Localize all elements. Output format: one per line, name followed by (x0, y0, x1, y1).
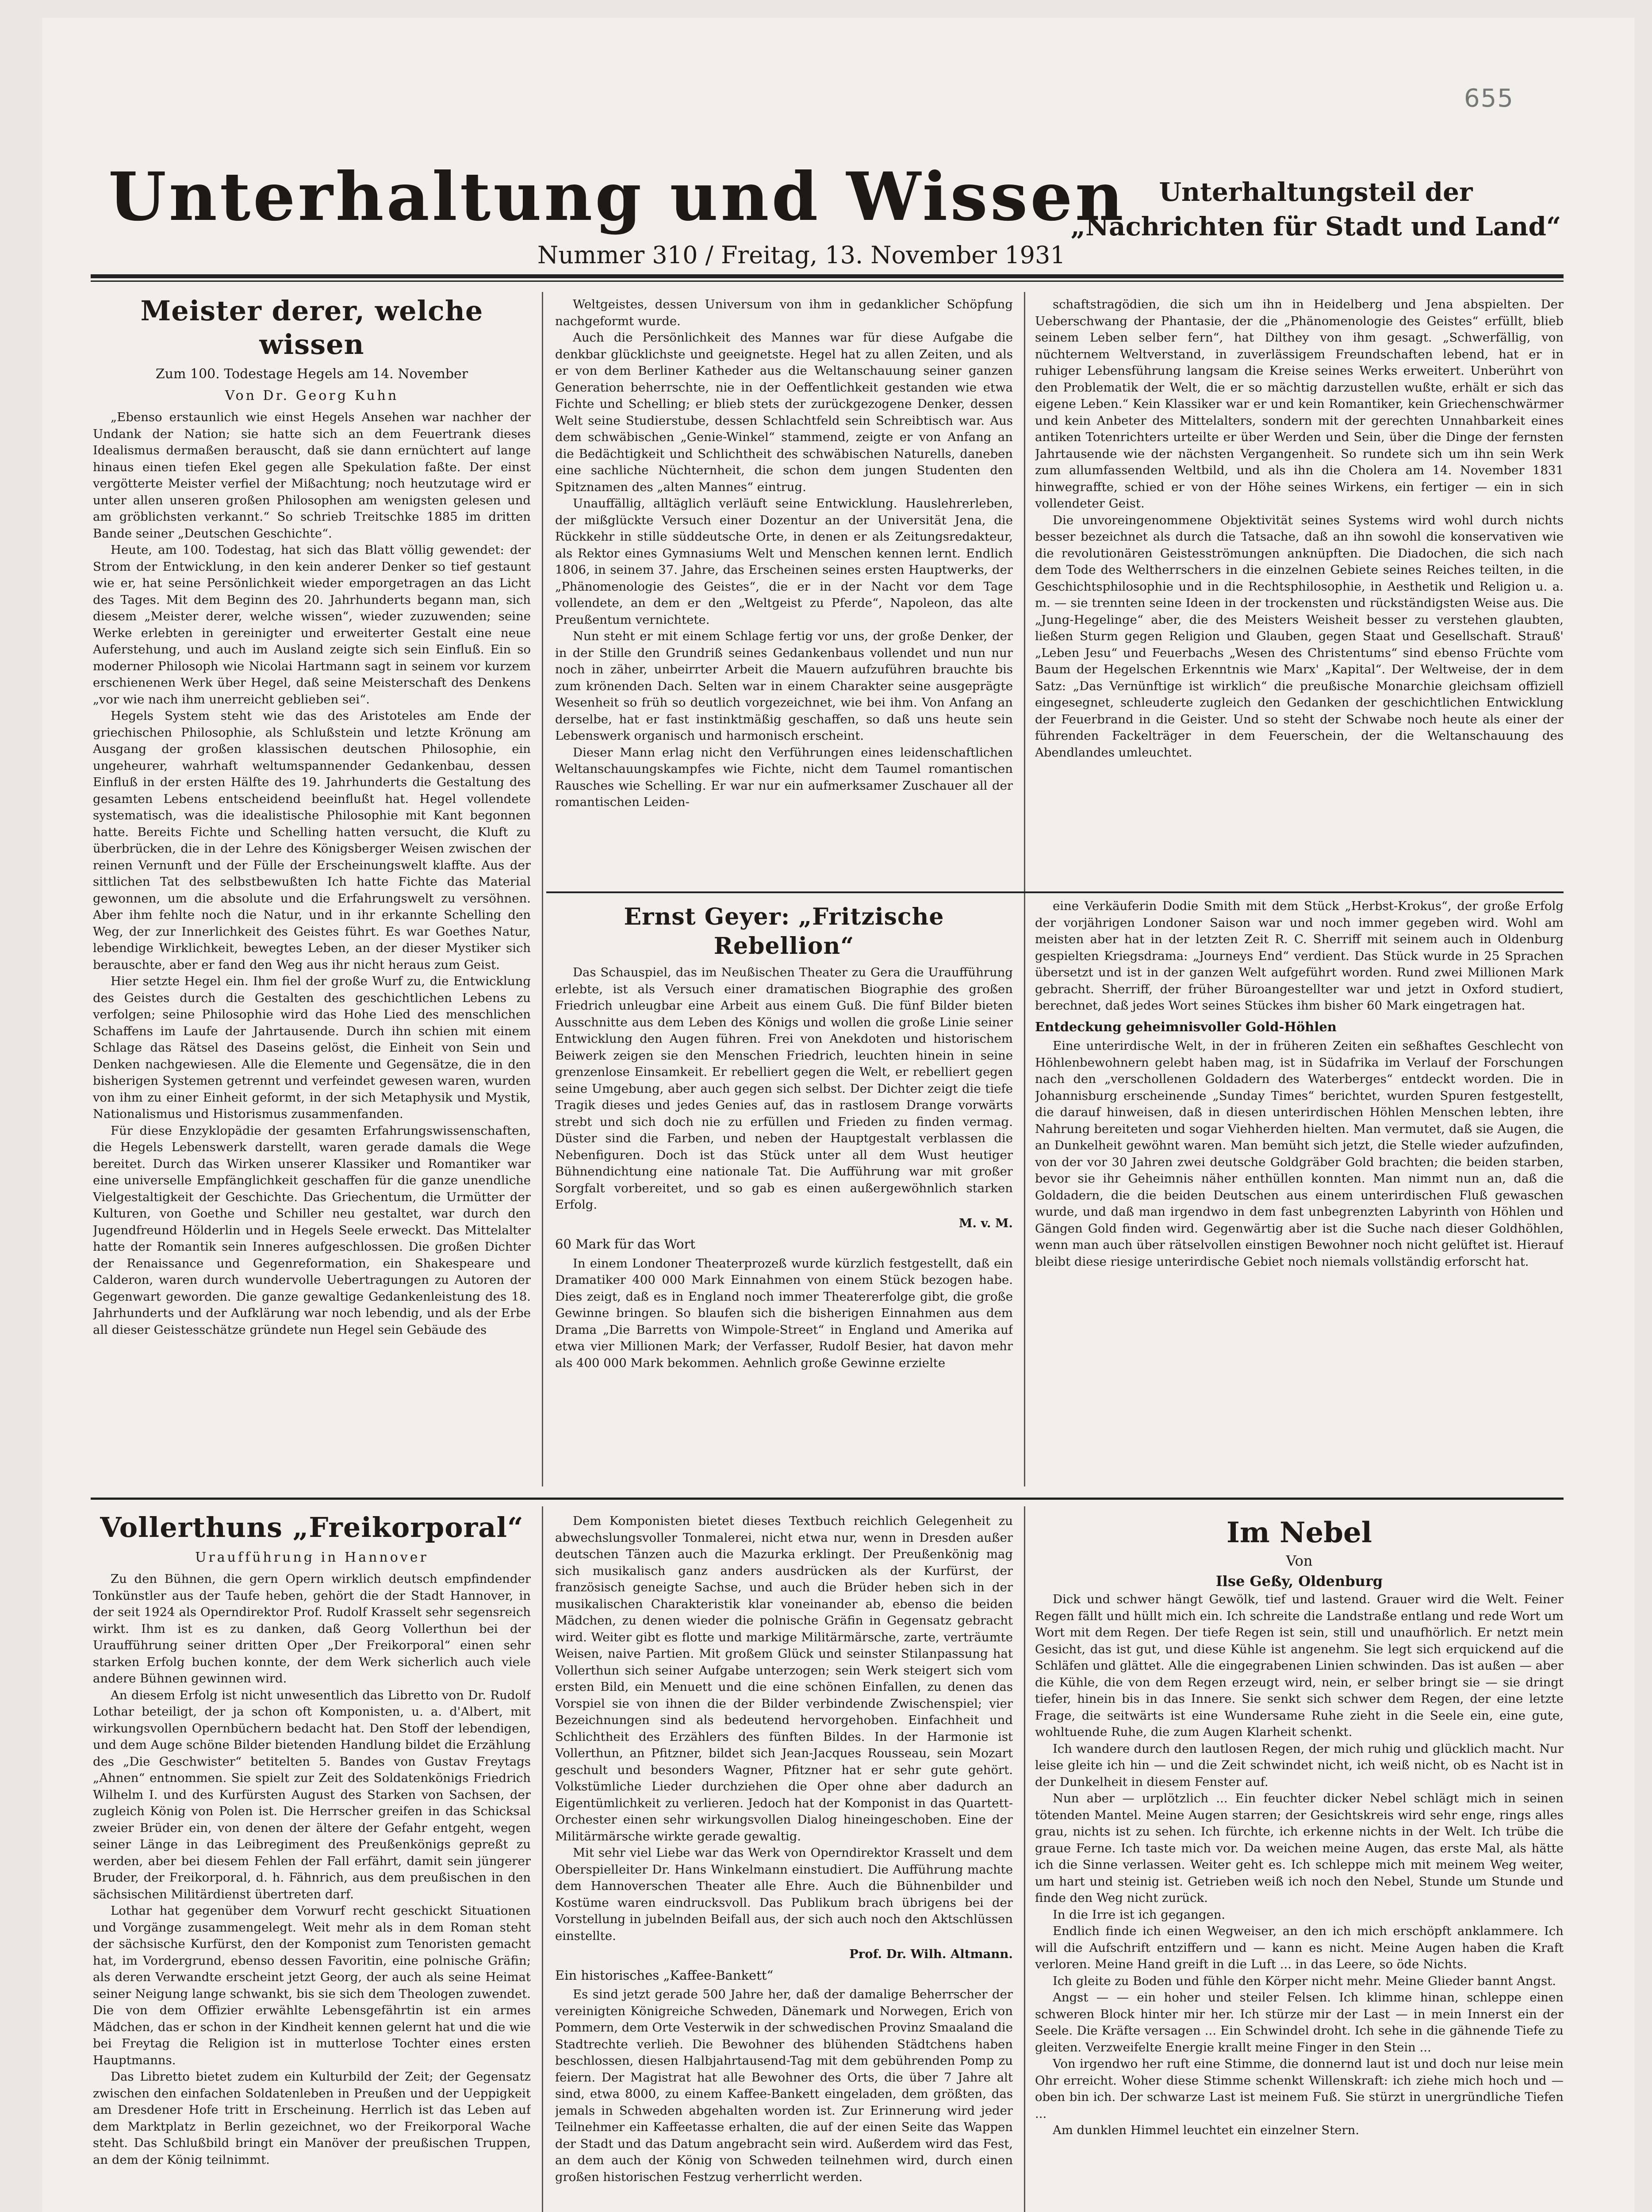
section-rule (546, 891, 1564, 893)
hegel-headline: Meister derer, welche wissen (140, 295, 483, 361)
paragraph: Hegels System steht wie das des Aristoteles am Ende der griechischen Philosophie, als Schlußstein und letzte Krönung am Ausgang der großen klassischen deutschen Philosophie, ein ungeheurer, wahrhaft weltumspannender Gedankenbau, dessen Einfluß in der ersten Hälfte des 19. Jahrhunderts die Gestaltung des gesamten Lebens entscheidend beeinflußt hat. Hegel vollendete systematisch, was die idealistische Philosophie mit Kant begonnen hatte. Bereits Fichte und Schelling hatten versucht, die Kluft zu überbrücken, die in der Lehre des Königsberger Weisen zwischen der reinen Vernunft und der Fülle der Erscheinungswelt klaffte. Aus der sittlichen Tat des selbstbewußten Ich hatte Fichte das Material gewonnen, um die absolute und die Erfahrungswelt zu versöhnen. Aber ihm fehlte noch die Natur, und in ihr erkannte Schelling den Weg, der zur Innerlichkeit des Geistes führt. Es war Goethes Natur, lebendige Wirklichkeit, bewegtes Leben, an der dieser Mystiker sich berauschte, aber er fand den Weg aus ihr nicht heraus zum Geist. (93, 709, 531, 972)
column-rule (542, 1506, 543, 2212)
paragraph: Weltgeistes, dessen Universum von ihm in gedanklicher Schöpfung nachgeformt wurde. (555, 297, 1013, 328)
masthead-subtitle (1055, 175, 1577, 244)
paragraph: Am dunklen Himmel leuchtet ein einzelner Stern. (1053, 2123, 1360, 2137)
article-hegel-col1 (93, 294, 531, 1489)
paragraph: „Ebenso erstaunlich wie einst Hegels Ansehen war nachher der Undank der Nation; sie hatte sich an dem Feuertrank dieses Idealismus dermaßen berauscht, daß sie dann ernüchtert auf lange hinaus einen tiefen Ekel gegen alle Spekulation faßte. Der einst vergötterte Meister verfiel der Mißachtung; noch heutzutage wird er unter allen unseren großen Philosophen am wenigsten gelesen und am gröblichsten verkannt.“ So schrieb Treitschke 1885 im dritten Bande seiner „Deutschen Geschichte“. (93, 410, 531, 541)
paragraph: Dick und schwer hängt Gewölk, tief und lastend. Grauer wird die Welt. Feiner Regen fällt und hüllt mich ein. Ich schreite die Landstraße entlang und rede Wort um Wort mit dem Regen. Der tiefe Regen ist sein, still und unaufhörlich. Er netzt mein Gesicht, das ist gut, und diese Kühle ist angenehm. Sie legt sich erquickend auf die Schläfen und glättet. Alle die eingegrabenen Linien schwinden. Das ist außen — aber die Kühle, die von dem Regen erzeugt wird, nein, er selber bringt sie — sie dringt tiefer, hinein bis in das Innere. Sie senkt sich schwer dem Regen, der eine letzte Frage, die seitwärts ist eine Wundersame Ruhe zieht in die Seele ein, eine gute, wohltuende Ruhe, die zum Augen Klarheit schenkt. (1035, 1592, 1564, 1739)
paragraph: Heute, am 100. Todestag, hat sich das Blatt völlig gewendet: der Strom der Entwicklung, in den kein anderer Denker so tief gestaunt wie er, hat seine Persönlichkeit wieder emporgetragen an das Licht des Tages. Mit dem Beginn des 20. Jahrhunderts begann man, sich diesem „Meister derer, welche wissen“, wieder zuzuwenden; seine Werke erlebten in gereinigter und erweiterter Gestalt eine neue Auferstehung, und auch im Ausland zeigte sich sein Einfluß. Ein so moderner Philosoph wie Nicolai Hartmann sagt in seinem vor kurzem erschienenen Werk über Hegel, daß seine Meisterschaft des Denkens „vor wie nach ihm unerreicht geblieben sei“. (93, 543, 531, 707)
paragraph: eine Verkäuferin Dodie Smith mit dem Stück „Herbst-Krokus“, der große Erfolg der vorjährigen Londoner Saison war und noch immer gegeben wird. Wohl am meisten aber hat in der letzten Zeit R. C. Sherriff mit seinem auch in Oldenburg gespielten Kriegsdrama: „Journeys End“ verdient. Das Stück wurde in 25 Sprachen übersetzt und ist in der ganzen Welt aufgeführt worden. Rund zwei Millionen Mark gebracht. Sherriff, der früher Büroangestellter war und jetzt in Oxford studiert, berechnet, daß jedes Wort seines Stückes ihm bisher 60 Mark eingetragen hat. (1035, 899, 1564, 1013)
opera-signature: Prof. Dr. Wilh. Altmann. (849, 1947, 1013, 1961)
opera-headline: Vollerthuns „Freikorporal“ (100, 1511, 524, 1544)
masthead-subtitle-line1: Unterhaltungsteil der (1159, 177, 1473, 207)
paragraph: Das Libretto bietet zudem ein Kulturbild der Zeit; der Gegensatz zwischen den einfachen Soldatenleben in Preußen und der Ueppigkeit am Dresdener Hofe tritt in Erscheinung. Herrlich ist das Leben auf dem Marktplatz in Berlin gezeichnet, wo der Freikorporal Wache steht. Das Schlußbild bringt ein Manöver der preußischen Truppen, an dem der König teilnimmt. (93, 2070, 531, 2167)
paragraph: Es sind jetzt gerade 500 Jahre her, daß der damalige Beherrscher der vereinigten Königreiche Schweden, Dänemark und Norwegen, Erich von Pommern, dem Orte Vesterwik in der schwedischen Provinz Smaaland die Stadtrechte verlieh. Die Bewohner des blühenden Städtchens haben beschlossen, diesen Halbjahrtausend-Tag mit dem gebührenden Pomp zu feiern. Der Magistrat hat alle Bewohner des Orts, die über 7 Jahre alt sind, etwa 8000, zu einem Kaffee-Bankett eingeladen, dem größten, das jemals in Schweden abgehalten worden ist. Zur Erinnerung wird jeder Teilnehmer ein Kaffeetasse erhalten, die auf der einen Seite das Wappen der Stadt und das Datum angebracht sein wird. Außerdem wird das Fest, an dem auch der König von Schweden teilnehmen wird, durch einen großen historischen Festzug verherrlicht werden. (555, 1987, 1013, 2184)
paragraph: Dieser Mann erlag nicht den Verführungen eines leidenschaftlichen Weltanschauungskampfes wie Fichte, nicht dem Taumel romantischen Rausches wie Schelling. Er war nur ein aufmerksamer Zuschauer all der romantischen Leiden- (555, 745, 1013, 809)
column-rule (1024, 1506, 1025, 2212)
masthead-subtitle-line2: „Nachrichten für Stadt und Land“ (1070, 211, 1561, 242)
nebel-headline: Im Nebel (1227, 1516, 1372, 1549)
article-opera-col1 (93, 1511, 531, 2212)
paragraph: Ich wandere durch den lautlosen Regen, der mich ruhig und glücklich macht. Nur leise gleite ich hin — und die Zeit schwindet nicht, ich weiß nicht, ob es Nacht ist in der Dunkelheit in diesem Fenster auf. (1035, 1741, 1564, 1789)
paragraph: Die unvoreingenommene Objektivität seines Systems wird wohl durch nichts besser bezeichnet als durch die Tatsache, daß an ihn sowohl die konservativen wie die revolutionären Geistesströmungen anknüpften. Die Diadochen, die sich nach dem Tode des Weltherrschers in die einzelnen Gebiete seines Reiches teilten, in die Geschichtsphilosophie und in die Rechtsphilosophie, in Aesthetik und Religion u. a. m. — sie trennten seine Ideen in der trockensten und rückständigsten Weise aus. Die „Jung-Hegelinge“ aber, die des Meisters Weisheit besser zu verstehen glaubten, ließen Sturm gegen Religion und Glauben, gegen Staat und Gesellschaft. Strauß' „Leben Jesu“ und Feuerbachs „Wesen des Christentums“ sind ebenso Früchte vom Baum der Hegelschen Erkenntnis wie Marx' „Kapital“. Der Weltweise, der in dem Satz: „Das Vernünftige ist wirklich“ die preußische Monarchie gleichsam offiziell eingesegnet, schleuderte zugleich den Gedanken der geschichtlichen Entwicklung der Feuerbrand in die Geister. Und so steht der Schwabe noch heute als einer der führenden Fackelträger in dem Feuerschein, der die Weltanschauung des Abendlandes umleuchtet. (1035, 513, 1564, 760)
article-nebel (1035, 1515, 1564, 2212)
paragraph: In einem Londoner Theaterprozeß wurde kürzlich festgestellt, daß ein Dramatiker 400 000 Mark Einnahmen von einem Stück bezogen habe. Dies zeigt, daß es in England noch immer Theatererfolge gibt, die große Gewinne bringen. So blaufen sich die bisherigen Einnahmen aus dem Drama „Die Barretts von Wimpole-Street“ in England und Amerika auf etwa vier Millionen Mark; der Verfasser, Rudolf Besier, hat davon mehr als 400 000 Mark bekommen. Aehnlich große Gewinne erzielte (555, 1256, 1013, 1370)
article-opera-col2 (555, 1513, 1013, 2212)
nebel-byline: Ilse Geßy, Oldenburg (1215, 1573, 1383, 1590)
gold-headline: Entdeckung geheimnisvoller Gold-Höhlen (1035, 1019, 1337, 1034)
column-rule (542, 292, 543, 1486)
section-rule-bottom (91, 1498, 1564, 1500)
opera-byline: Uraufführung in Hannover (195, 1550, 429, 1565)
article-geyer (555, 902, 1013, 1491)
paragraph: Nun aber — urplötzlich ... Ein feuchter dicker Nebel schlägt mich in seinen tötenden Mantel. Meine Augen starren; der Gesichtskreis wird sehr enge, rings alles grau, nichts ist zu sehen. Ich fürchte, ich erkenne nichts in der Welt. Ich trübe die graue Ferne. Ich taste mich vor. Da weichen meine Augen, das erste Mal, als hätte ich die Sinne verlassen. Weiter geht es. Ich schleppe mich mit meinem Weg weiter, um hart und steinig ist. Getrieben weiß ich noch den Nebel, Stunde um Stunde und finde den Weg nicht zurück. (1035, 1791, 1564, 1905)
paragraph: Das Schauspiel, das im Neußischen Theater zu Gera die Uraufführung erlebte, ist als Versuch einer dramatischen Biographie des großen Friedrich unleugbar eine Arbeit aus einem Guß. Die fünf Bilder bieten Ausschnitte aus dem Leben des Königs und wollen die große Linie seiner Entwicklung den Augen führen. Frei von Anekdoten und historischem Beiwerk zeigen sie den Menschen Friedrich, leuchten hinein in seine grenzenlose Einsamkeit. Er rebelliert gegen die Welt, er rebelliert gegen seine Umgebung, aber auch gegen sich selbst. Der Dichter zeigt die tiefe Tragik dieses und jedes Genies auf, das in rastlosem Drange vorwärts strebt und sich doch nie zu erfüllen und Frieden zu finden vermag. Düster sind die Farben, und neben der Hauptgestalt verblassen die Nebenfiguren. Doch ist das Stück unter all dem Wust heutiger Bühnendichtung eine nationale Tat. Die Aufführung war mit großer Sorgfalt vorbereitet, und so gab es einen außergewöhnlich starken Erfolg. (555, 965, 1013, 1212)
paragraph: In die Irre ist ich gegangen. (1053, 1907, 1226, 1922)
paragraph: Auch die Persönlichkeit des Mannes war für diese Aufgabe die denkbar glücklichste und geeignetste. Hegel hat zu allen Zeiten, und als er von dem Berliner Katheder aus die Weltanschauung seiner ganzen Generation beherrschte, nie in der Oeffentlichkeit gestanden wie etwa Fichte und Schelling; er blieb stets der zurückgezogene Denker, dessen Welt seine Studierstube, dessen Schlachtfeld sein Schreibtisch war. Aus dem schwäbischen „Genie-Winkel“ stammend, zeigte er von Anfang an die Bedächtigkeit und Schlichtheit des schwäbischen Naturells, daneben eine sachliche Nüchternheit, die schon dem jungen Studenten den Spitznamen des „alten Mannes“ eintrug. (555, 330, 1013, 494)
column-rule (1024, 292, 1025, 1486)
paragraph: Dem Komponisten bietet dieses Textbuch reichlich Gelegenheit zu abwechslungsvoller Tonmalerei, nicht etwa nur, wenn in Dresden außer deutschen Tänzen auch die Mazurka erklingt. Der Preußenkönig mag sich musikalisch ganz anders ausdrücken als der Kurfürst, der französisch geneigte Sachse, und auch die Brüder heben sich in der musikalischen Charakteristik klar voneinander ab, ebenso die beiden Mädchen, zu denen wieder die polnische Gräfin in Gegensatz gebracht wird. Weiter gibt es flotte und markige Militärmärsche, zarte, verträumte Weisen, naive Partien. Mit großem Glück und seinster Stilanpassung hat Vollerthun sich seiner Aufgabe unterzogen; sein Werk steigert sich vom ersten Bild, ein Menuett und die eine schönen Einfallen, zu denen das Vorspiel sie von ihnen die der Bilder verbindende Zwischenspiel; vier Bezeichnungen sind als bedeutend hervorgehoben. Einfachheit und Schlichtheit des Erzählers des fünften Bildes. In der Harmonie ist Vollerthun, an Pfitzner, bildet sich Jean-Jacques Rousseau, sein Mozart geschult und besonders Wagner, Pfitzner hat er sehr gute gehört. Volkstümliche Lieder durchziehen die Oper ohne aber dadurch an Eigentümlichkeit zu verlieren. Jedoch hat der Komponist in das Quartett-Orchester einen sehr wirkungsvollen Dialog hineingeschoben. Eine der Militärmärsche wirkte gerade gewaltig. (555, 1514, 1013, 1843)
kaffee-headline: Ein historisches „Kaffee-Bankett“ (555, 1967, 774, 1983)
geyer-headline: Ernst Geyer: „Fritzische Rebellion“ (624, 903, 944, 960)
newspaper-page (42, 18, 1634, 2212)
paragraph: Hier setzte Hegel ein. Ihm fiel der große Wurf zu, die Entwicklung des Geistes durch die Gestalten des geschichtlichen Lebens zu verfolgen; seine Philosophie wird das Hohe Lied des menschlichen Schaffens im Laufe der Jahrtausende. Durch ihn schien mit einem Schlage das Rätsel des Daseins gelöst, die Einheit von Sein und Denken nachgewiesen. Alle die Elemente und Gegensätze, die in den bisherigen Systemen getrennt und verfeindet gewesen waren, wurden von ihm zu einer Einheit geformt, in der sich Metaphysik und Mystik, Nationalismus und Historismus zusammenfanden. (93, 974, 531, 1121)
paragraph: Von irgendwo her ruft eine Stimme, die donnernd laut ist und doch nur leise mein Ohr erreicht. Woher diese Stimme schenkt Willenskraft: ich ziehe mich hoch und — oben bin ich. Der schwarze Last ist meinem Fuß. Sie stürzt in unergründliche Tiefen ... (1035, 2057, 1564, 2121)
sixty-mark-headline: 60 Mark für das Wort (555, 1237, 696, 1252)
hegel-byline: Von Dr. Georg Kuhn (225, 388, 399, 403)
paragraph: schaftstragödien, die sich um ihn in Heidelberg und Jena abspielten. Der Ueberschwang der Phantasie, der die „Phänomenologie des Geistes“ erfüllt, blieb seinem Leben selber fern“, hat Dilthey von ihm gesagt. „Schwerfällig, von nüchternem Weltverstand, in zuverlässigem Freundschaften lebend, hat er in ruhiger Lebensführung langsam die Kreise seines Werks erweitert. Unberührt von den Problematik der Welt, die er so mächtig darzustellen wußte, erhält er sich das eigene Leben.“ Kein Klassiker war er und kein Romantiker, kein Griechenschwärmer und kein Anbeter des Mittelalters, sondern mit der gerechten Unnahbarkeit eines antiken Totenrichters urteilte er über Werden und Sein, über die Dinge der fernsten Jahrtausende wie der nächsten Vergangenheit. So rundete sich um ihn sein Werk zum allumfassenden Weltbild, und als ihn die Cholera am 14. November 1831 hinwegraffte, schied er von der Höhe seines Wirkens, ein fertiger — ein in sich vollendeter Geist. (1035, 297, 1564, 511)
geyer-signature: M. v. M. (959, 1216, 1013, 1230)
masthead-rule-thin (91, 280, 1564, 282)
article-hegel-col3 (1035, 296, 1564, 885)
nebel-byline-prefix: Von (1286, 1552, 1313, 1569)
paragraph: Nun steht er mit einem Schlage fertig vor uns, der große Denker, der in der Stille den Grundriß seines Gedankenbaus vollendet und nun nur noch in zäher, unbeirrter Arbeit die Mauern aufzuführen brauchte bis zum krönenden Dach. Selten war in einem Charakter seine ausgeprägte Wesenheit so früh so deutlich vorgezeichnet, wie bei ihm. Von Anfang an derselbe, hat er fast instinktmäßig geschaffen, so daß uns heute sein Lebenswerk organisch und harmonisch erscheint. (555, 629, 1013, 743)
masthead-rule (91, 274, 1564, 278)
hegel-subheadline: Zum 100. Todestage Hegels am 14. November (155, 366, 468, 382)
article-gold (1035, 898, 1564, 1491)
paragraph: Eine unterirdische Welt, in der in früheren Zeiten ein seßhaftes Geschlecht von Höhlenbewohnern gelebt haben mag, ist in Südafrika im Verlauf der Forschungen nach den „verschollenen Goldadern des Waterberges“ entdeckt worden. Die in Johannisburg erscheinende „Sunday Times“ berichtet, wurden Spuren festgestellt, die darauf hinweisen, daß in diesen unterirdischen Höhlen Menschen lebten, ihre Nahrung bereiteten und sogar Viehherden hielten. Man vermutet, daß sie Augen, die an Dunkelheit gewöhnt waren. Man bemüht sich jetzt, die Stelle wieder aufzufinden, von der vor 30 Jahren zwei deutsche Goldgräber Gold brachten; die beiden starben, bevor sie ihr Geheimnis näher enthüllen konnten. Man nimmt nun an, daß die Goldadern, die die beiden Deutschen aus einem unterirdischen Fluß gewaschen wurde, und daß man irgendwo in dem fast unbegrenzten Labyrinth von Höhlen und Gängen Gold finden wird. Gegenwärtig aber ist die Suche nach dieser Goldhöhlen, wenn man auch über rätselvollen einstigen Bewohner noch nicht gelüftet ist. Hierauf bleibt diese riesige unterirdische Gebiet noch niemals vollständig erforscht hat. (1035, 1039, 1564, 1269)
paragraph: Lothar hat gegenüber dem Vorwurf recht geschickt Situationen und Vorgänge zusammengelegt. Weit mehr als in dem Roman steht der sächsische Kurfürst, den der Komponist zum Tenoristen gemacht hat, im Vordergrund, ebenso dessen Favoritin, eine polnische Gräfin; als deren Verwandte erscheint jetzt Georg, der auch als seine Heimat seiner Neigung lange schwankt, bis sie sich dem Theologen zuwendet. Die von dem Offizier erwählte Lebensgefährtin ist ein armes Mädchen, das er schon in der Kindheit kennen gelernt hat und die wie bei Freytag die Religion ist in mutterlose Tochter eines ersten Hauptmanns. (93, 1904, 531, 2067)
paragraph: Endlich finde ich einen Wegweiser, an den ich mich erschöpft anklammere. Ich will die Aufschrift entziffern und — kann es nicht. Meine Augen haben die Kraft verloren. Meine Hand greift in die Luft ... in das Leere, so öde Nichts. (1035, 1924, 1564, 1971)
paragraph: Unauffällig, alltäglich verläuft seine Entwicklung. Hauslehrerleben, der mißglückte Versuch einer Dozentur an der Universität Jena, die Rückkehr in stille süddeutsche Orte, in denen er als Zeitungsredakteur, als Rektor eines Gymnasiums Welt und Menschen kennen lernt. Endlich 1806, in seinem 37. Jahre, das Erscheinen seines ersten Hauptwerks, der „Phänomenologie des Geistes“, die er in der Nacht vor dem Tage vollendete, an dem er den „Weltgeist zu Pferde“, Napoleon, das alte Preußentum vernichtete. (555, 496, 1013, 627)
paragraph: Mit sehr viel Liebe war das Werk von Operndirektor Krasselt und dem Oberspielleiter Dr. Hans Winkelmann einstudiert. Die Aufführung machte dem Hannoverschen Theater alle Ehre. Auch die Bühnenbilder und Kostüme waren eindrucksvoll. Das Publikum brach übrigens bei der Vorstellung in jubelnden Beifall aus, der sich auch noch den Aktschlüssen einstellte. (555, 1846, 1013, 1943)
paragraph: Für diese Enzyklopädie der gesamten Erfahrungswissenschaften, die Hegels Lebenswerk darstellt, waren gerade damals die Wege bereitet. Durch das Wirken unserer Klassiker und Romantiker war eine universelle Empfänglichkeit geschaffen für die ganze unendliche Vielgestaltigkeit der Geschichte. Das Griechentum, die Urmütter der Kulturen, von Goethe und Schiller neu gestaltet, war durch den Jugendfreund Hölderlin und in Hegels Seele erweckt. Das Mittelalter hatte der Romantik sein Inneres aufgeschlossen. Die großen Dichter der Renaissance und Gegenreformation, ein Shakespeare und Calderon, waren durch wundervolle Uebertragungen zu Autoren der Gegenwart geworden. Die ganze gewaltige Gedankenleistung des 18. Jahrhunderts und der Aufklärung war noch lebendig, und als der Erbe all dieser Geistesschätze gründete nun Hegel sein Gebäude des (93, 1123, 531, 1337)
article-hegel-col2 (555, 296, 1013, 885)
masthead-title: Unterhaltung und Wissen (108, 158, 1126, 236)
page-number: 655 (1464, 84, 1514, 113)
paragraph: An diesem Erfolg ist nicht unwesentlich das Libretto von Dr. Rudolf Lothar beteiligt, der ja schon oft Komponisten, u. a. d'Albert, mit wirkungsvollen Opernbüchern bedacht hat. Den Stoff der lebendigen, und dem Auge schöne Bilder bietenden Handlung bildet die Erzählung des „Die Geschwister“ betitelten 5. Bandes von Gustav Freytags „Ahnen“ entnommen. Sie spielt zur Zeit des Soldatenkönigs Friedrich Wilhelm I. und des Kurfürsten August des Starken von Sachsen, der zugleich König von Polen ist. Die Herrscher greifen in das Schicksal zweier Brüder ein, von denen der ältere der Gefahr entgeht, wegen seiner Länge in das Leibregiment des Preußenkönigs gepreßt zu werden, aber bei diesem Fehlen der Fall erfährt, damit sein jüngerer Bruder, der Freikorporal, d. h. Fähnrich, aus dem preußischen in den sächsischen Militärdienst übertreten darf. (93, 1688, 531, 1901)
paragraph: Angst — — ein hoher und steiler Felsen. Ich klimme hinan, schleppe einen schweren Block hinter mir her. Ich stürze mir der Last — in mein Innerst ein der Seele. Die Kräfte versagen ... Ein Schwindel droht. Ich sehe in die gähnende Tiefe zu gleiten. Verzweifelte Energie krallt meine Finger in den Stein ... (1035, 1990, 1564, 2055)
paragraph: Ich gleite zu Boden und fühle den Körper nicht mehr. Meine Glieder bannt Angst. (1053, 1974, 1556, 1988)
issue-line: Nummer 310 / Freitag, 13. November 1931 (537, 241, 1066, 269)
paragraph: Zu den Bühnen, die gern Opern wirklich deutsch empfindender Tonkünstler aus der Taufe heben, gehört die der Stadt Hannover, in der seit 1924 als Operndirektor Prof. Rudolf Krasselt sehr segensreich wirkt. Ihm ist es zu danken, daß Georg Vollerthun bei der Uraufführung seiner dritten Oper „Der Freikorporal“ einen sehr starken Erfolg buchen konnte, der dem Werk sicherlich auch viele andere Bühnen gewinnen wird. (93, 1572, 531, 1686)
